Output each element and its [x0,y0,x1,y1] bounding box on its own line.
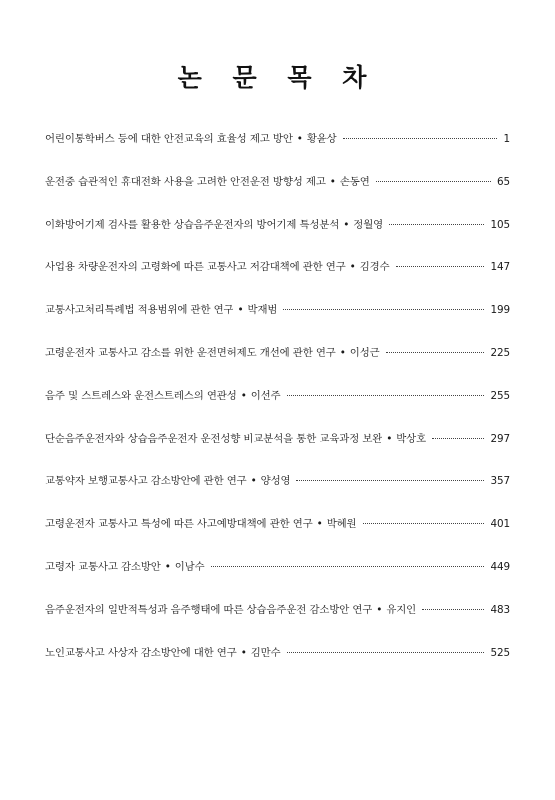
entry-author: 박재범 [247,304,278,317]
entry-author: 김만수 [250,646,281,659]
entry-page-number: 147 [490,261,510,274]
entry-author: 손동연 [339,175,370,188]
entry-page-number: 357 [490,475,510,488]
entry-title: 이화방어기제 검사를 활용한 상습음주운전자의 방어기제 특성분석 [45,218,340,231]
toc-entry [45,389,510,432]
entry-page-number: 483 [490,603,510,616]
separator-bullet: • [240,646,247,659]
entry-page-number: 255 [490,389,510,402]
entry-author: 정월영 [353,218,384,231]
toc-entry [45,303,510,346]
entry-title: 운전중 습관적인 휴대전화 사용을 고려한 안전운전 방향성 제고 [45,175,326,188]
entry-title: 고령운전자 교통사고 감소를 위한 운전면허제도 개선에 관한 연구 [45,346,336,359]
entry-title: 고령운전자 교통사고 특성에 따른 사고예방대책에 관한 연구 [45,518,313,531]
toc-entry [45,346,510,389]
dot-leader [422,609,484,610]
separator-bullet: • [164,560,171,573]
separator-bullet: • [386,432,393,445]
entry-author: 이선주 [250,389,281,402]
dot-leader [376,181,491,182]
toc-entry [45,474,510,517]
dot-leader [296,480,484,481]
entry-title: 교통약자 보행교통사고 감소방안에 관한 연구 [45,475,247,488]
dot-leader [287,395,485,396]
entry-author: 유지인 [386,603,417,616]
toc-entry [45,132,510,175]
entry-author: 김경수 [359,261,390,274]
separator-bullet: • [343,218,350,231]
dot-leader [389,224,484,225]
dot-leader [363,523,485,524]
separator-bullet: • [237,304,244,317]
separator-bullet: • [316,518,323,531]
entry-page-number: 225 [490,346,510,359]
entry-author: 황윤상 [306,133,337,145]
toc-entry [45,646,510,689]
separator-bullet: • [329,175,336,188]
entry-title: 단순음주운전자와 상습음주운전자 운전성향 비교분석을 통한 교육과정 보완 [45,432,383,445]
separator-bullet: • [240,389,247,402]
entry-page-number: 1 [503,133,510,145]
separator-bullet: • [250,475,257,488]
separator-bullet: • [296,133,303,145]
entry-title: 음주 및 스트레스와 운전스트레스의 연관성 [45,389,237,402]
entry-page-number: 297 [490,432,510,445]
dot-leader [287,652,485,653]
entry-author: 박상호 [396,432,427,445]
toc-entry [45,432,510,475]
entry-author: 박혜원 [326,518,357,531]
separator-bullet: • [349,261,356,274]
dot-leader [386,352,485,353]
dot-leader [283,309,484,310]
entry-page-number: 401 [490,518,510,531]
entry-page-number: 65 [496,175,510,188]
separator-bullet: • [376,603,383,616]
entry-title: 사업용 차량운전자의 고령화에 따른 교통사고 저감대책에 관한 연구 [45,261,346,274]
entry-page-number: 105 [490,218,510,231]
dot-leader [343,138,498,139]
dot-leader [211,566,485,567]
entry-page-number: 525 [490,646,510,659]
entry-page-number: 199 [490,304,510,317]
entry-page-number: 449 [490,560,510,573]
entry-author: 이남수 [174,560,205,573]
dot-leader [432,438,484,439]
entry-title: 교통사고처리특례법 적용범위에 관한 연구 [45,304,234,317]
entry-author: 이성근 [349,346,380,359]
entry-title: 고령자 교통사고 감소방안 [45,560,161,573]
page-title: 논 문 목 차 [177,63,378,92]
toc-entry [45,517,510,560]
entry-title: 음주운전자의 일반적특성과 음주행태에 따른 상습음주운전 감소방안 연구 [45,603,373,616]
toc-entry [45,603,510,646]
entry-title: 어린이통학버스 등에 대한 안전교육의 효율성 제고 방안 [45,133,293,145]
toc-entry [45,260,510,303]
toc-entry [45,175,510,218]
separator-bullet: • [339,346,346,359]
toc-entry [45,218,510,261]
entry-title: 노인교통사고 사상자 감소방안에 대한 연구 [45,646,237,659]
table-of-contents [45,132,510,688]
dot-leader [396,266,485,267]
toc-entry [45,560,510,603]
entry-author: 양성영 [260,475,291,488]
